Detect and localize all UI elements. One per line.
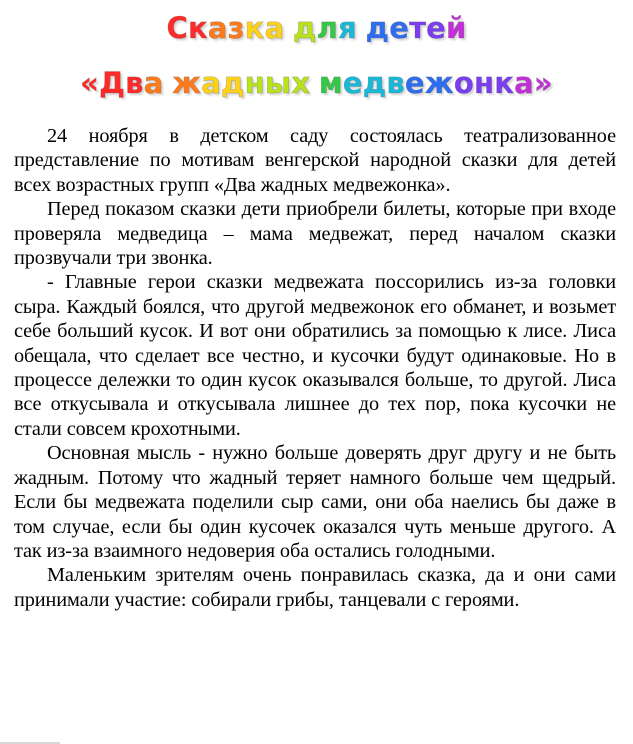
title-glyph: е — [389, 11, 410, 45]
title-glyph: к — [494, 66, 515, 100]
title-glyph: е — [342, 66, 363, 100]
title-glyph: к — [244, 11, 265, 45]
title-line-2 — [0, 66, 633, 100]
paragraph-4: Основная мысль - нужно больше доверять друг другу и не быть жадным. Потому что жадный теряет намного больше чем щедрый. Если бы медвежата поделили сыр сами, они оба наелись бы даже в том случае, если бы один кусочек оказался чуть меньше другого. А так из-за взаимного недоверия оба остались голодными. — [14, 442, 616, 562]
title-glyph: х — [291, 66, 311, 100]
paragraph-2: Перед показом сказки дети приобрели билеты, которые при входе проверяла медведица – мама медвежат, перед началом сказки прозвучали три звонка. — [14, 198, 616, 270]
title-glyph: в — [386, 66, 405, 100]
title-glyph: н — [244, 66, 265, 100]
title-glyph: ж — [424, 66, 454, 100]
title-glyph: т — [409, 11, 427, 45]
paragraph-3: - Главные герои сказки медвежата поссорились из-за головки сыра. Каждый боялся, что другой медвежонок его обманет, и возьмет себе больший кусок. И вот они обратились за помощью к лисе. Лиса обещала, что сделает все честно, и кусочки будут одинаковые. Но в процессе дележки то один кусок оказывался больше, то другой. Лиса все откусывала и откусывала лишнее до тех пор, пока кусочки не стали совсем крохотными. — [14, 271, 616, 440]
title-glyph: з — [227, 11, 245, 45]
title-glyph: С — [166, 11, 188, 45]
title-glyph: д — [221, 66, 245, 100]
title-glyph: м — [318, 66, 343, 100]
title-glyph: а — [514, 66, 534, 100]
title-glyph: н — [473, 66, 495, 100]
title-glyph: Д — [99, 66, 126, 100]
title-glyph: е — [404, 66, 425, 100]
title-glyph: к — [187, 11, 208, 45]
title-glyph: я — [338, 11, 357, 45]
title-glyph: д — [362, 66, 387, 100]
title-glyph: о — [453, 66, 474, 100]
title-glyph: е — [426, 11, 447, 45]
title-glyph: й — [446, 11, 467, 45]
title-glyph: а — [264, 11, 285, 45]
title-glyph: « — [80, 66, 100, 100]
paragraph-5: Маленьким зрителям очень понравилась сказка, да и они сами принимали участие: собирали грибы, танцевали с героями. — [14, 564, 616, 611]
paragraph-1: 24 ноября в детском саду состоялась театрализованное представление по мотивам венгерской народной сказки для детей всех возрастных групп «Два жадных медвежонка». — [14, 125, 616, 196]
article-body — [14, 124, 616, 612]
title-glyph: д — [293, 11, 317, 45]
title-glyph: л — [316, 11, 339, 45]
title-glyph: » — [533, 66, 553, 100]
title-line-1 — [0, 11, 633, 45]
title-glyph: ж — [172, 66, 202, 100]
title-glyph: в — [125, 66, 144, 100]
title-glyph: а — [201, 66, 222, 100]
title-glyph: а — [207, 11, 228, 45]
title-glyph: д — [365, 11, 390, 45]
title-glyph: ы — [264, 66, 292, 100]
title-glyph: а — [143, 66, 164, 100]
